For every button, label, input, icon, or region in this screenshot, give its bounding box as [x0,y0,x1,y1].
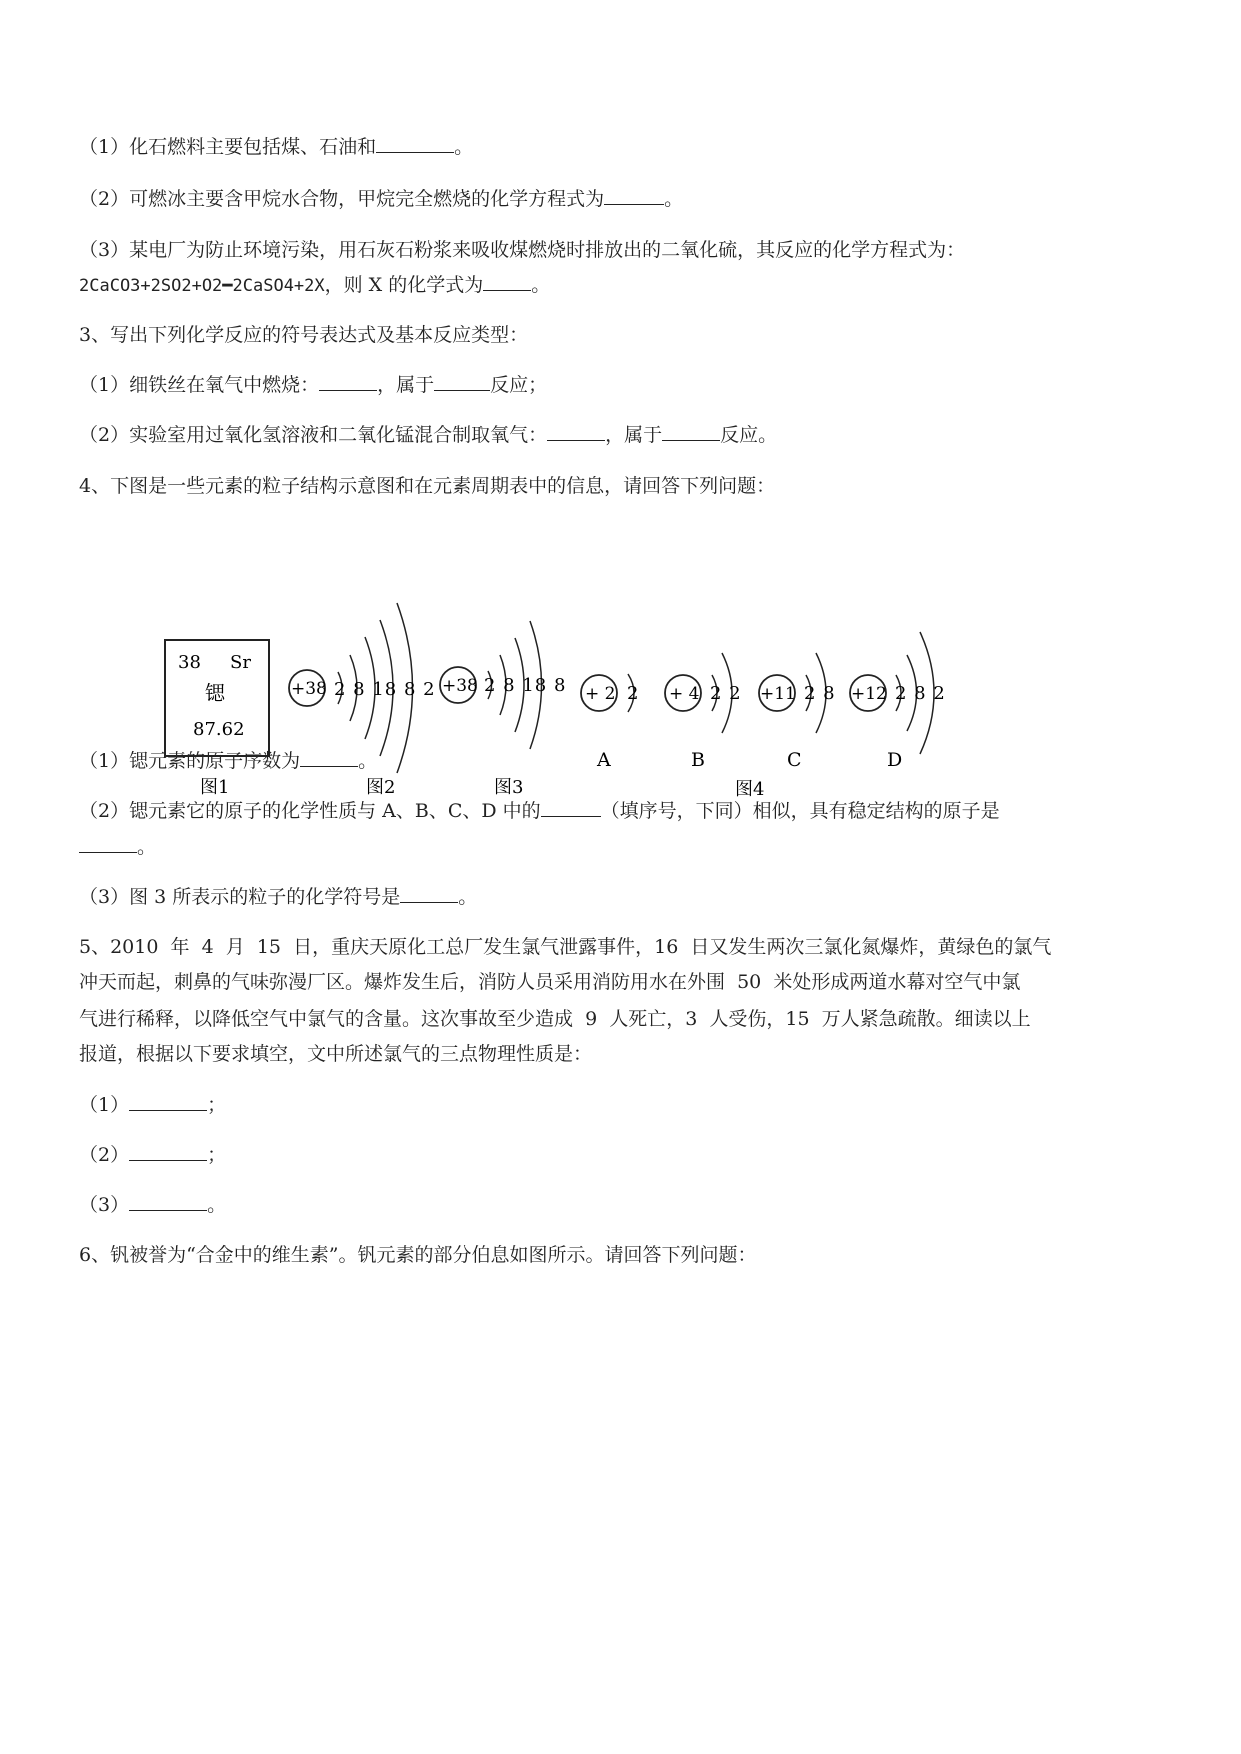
q5-answer-2: （2） ； [79,1144,227,1166]
shell-electrons: 2 8 2 [895,683,946,704]
option-label: A [597,749,611,771]
atomic-structure-figure [160,575,1090,815]
answer-blank[interactable] [129,1092,207,1111]
atom-diagram-A [581,674,638,771]
q4-item-1: （1）锶元素的原子序数为 。 [79,750,378,772]
figure-caption-3: 图3 [494,777,524,798]
element-symbol: Sr [230,652,251,673]
answer-blank[interactable] [483,272,531,291]
answer-blank[interactable] [376,134,454,153]
answer-blank[interactable] [547,422,605,441]
q5-answer-1: （1） ； [79,1094,227,1116]
element-name: 锶 [205,681,225,705]
option-label: B [691,749,705,771]
figure-caption-1: 图1 [200,777,230,798]
atomic-mass: 87.62 [193,719,245,740]
nucleus-charge: +38 [442,676,478,696]
nucleus-charge: +38 [291,679,327,699]
nucleus-charge: + 4 [669,684,700,704]
q2-item-1: （1）化石燃料主要包括煤、石油和 。 [79,136,474,158]
q4-item-2: （2）锶元素它的原子的化学性质与 A、B、C、D 中的 （填序号，下同）相似，具有稳定结构的原子是 [79,800,1000,822]
figure-caption-2: 图2 [366,777,396,798]
answer-blank[interactable] [319,372,377,391]
shell-electrons: 2 8 18 8 2 [334,679,436,700]
shell-electrons: 2 2 [710,683,742,704]
q3-item-1: （1）细铁丝在氧气中燃烧： ，属于 反应； [79,374,548,396]
option-label: C [787,749,802,771]
atomic-number: 38 [178,652,201,673]
figure-caption-4: 图4 [735,779,765,800]
nucleus-charge: +12 [851,684,887,704]
nucleus-charge: + 2 [585,684,616,704]
atom-diagram-C [759,653,836,771]
q3-item-2: （2）实验室用过氧化氢溶液和二氧化锰混合制取氧气： ，属于 反应。 [79,424,778,446]
shell-electrons: 2 8 18 8 [484,675,567,696]
q2-item-3: （3）某电厂为防止环境污染，用石灰石粉浆来吸收煤燃烧时排放出的二氧化硫，其反应的化学方程式为： [79,239,966,261]
option-label: D [887,749,903,771]
answer-blank[interactable] [662,422,720,441]
atom-diagram-D [850,632,946,771]
q5-paragraph-line-3: 气进行稀释，以降低空气中氯气的含量。这次事故至少造成 9 人死亡，3 人受伤，15 万人紧急疏散。细读以上 [79,1008,1031,1030]
q3-title: 3、写出下列化学反应的符号表达式及基本反应类型： [79,324,529,346]
periodic-cell [165,640,269,756]
nucleus-charge: +11 [760,684,796,704]
answer-blank[interactable] [541,798,601,817]
atom-diagram-B [665,653,742,771]
q6-title: 6、钒被誉为“合金中的维生素”。钒元素的部分伯息如图所示。请回答下列问题： [79,1244,757,1266]
answer-blank[interactable] [300,748,358,767]
q2-item-3-equation: 2CaCO3+2SO2+O2━2CaSO4+2X，则 X 的化学式为 。 [79,274,551,296]
q5-answer-3: （3） 。 [79,1194,227,1216]
answer-blank[interactable] [434,372,490,391]
q4-title: 4、下图是一些元素的粒子结构示意图和在元素周期表中的信息，请回答下列问题： [79,475,776,497]
q4-item-2-cont: 。 [79,834,156,860]
shell-electrons: 2 [627,683,639,704]
q5-paragraph-line-1: 5、2010 年 4 月 15 日，重庆天原化工总厂发生氯气泄露事件，16 日又发生两次三氯化氮爆炸，黄绿色的氯气 [79,936,1052,958]
atom-diagram-fig3 [440,621,566,749]
answer-blank[interactable] [604,186,664,205]
answer-blank[interactable] [129,1142,207,1161]
answer-blank[interactable] [400,884,458,903]
q4-item-3: （3）图 3 所表示的粒子的化学符号是 。 [79,886,478,908]
q5-paragraph-line-2: 冲天而起，刺鼻的气味弥漫厂区。爆炸发生后，消防人员采用消防用水在外围 50 米处形成两道水幕对空气中氯 [79,971,1021,993]
q2-item-2: （2）可燃冰主要含甲烷水合物，甲烷完全燃烧的化学方程式为 。 [79,188,684,210]
answer-blank[interactable] [129,1192,207,1211]
q5-paragraph-line-4: 报道，根据以下要求填空，文中所述氯气的三点物理性质是： [79,1043,593,1065]
shell-electrons: 2 8 [804,683,836,704]
answer-blank[interactable] [79,834,137,853]
